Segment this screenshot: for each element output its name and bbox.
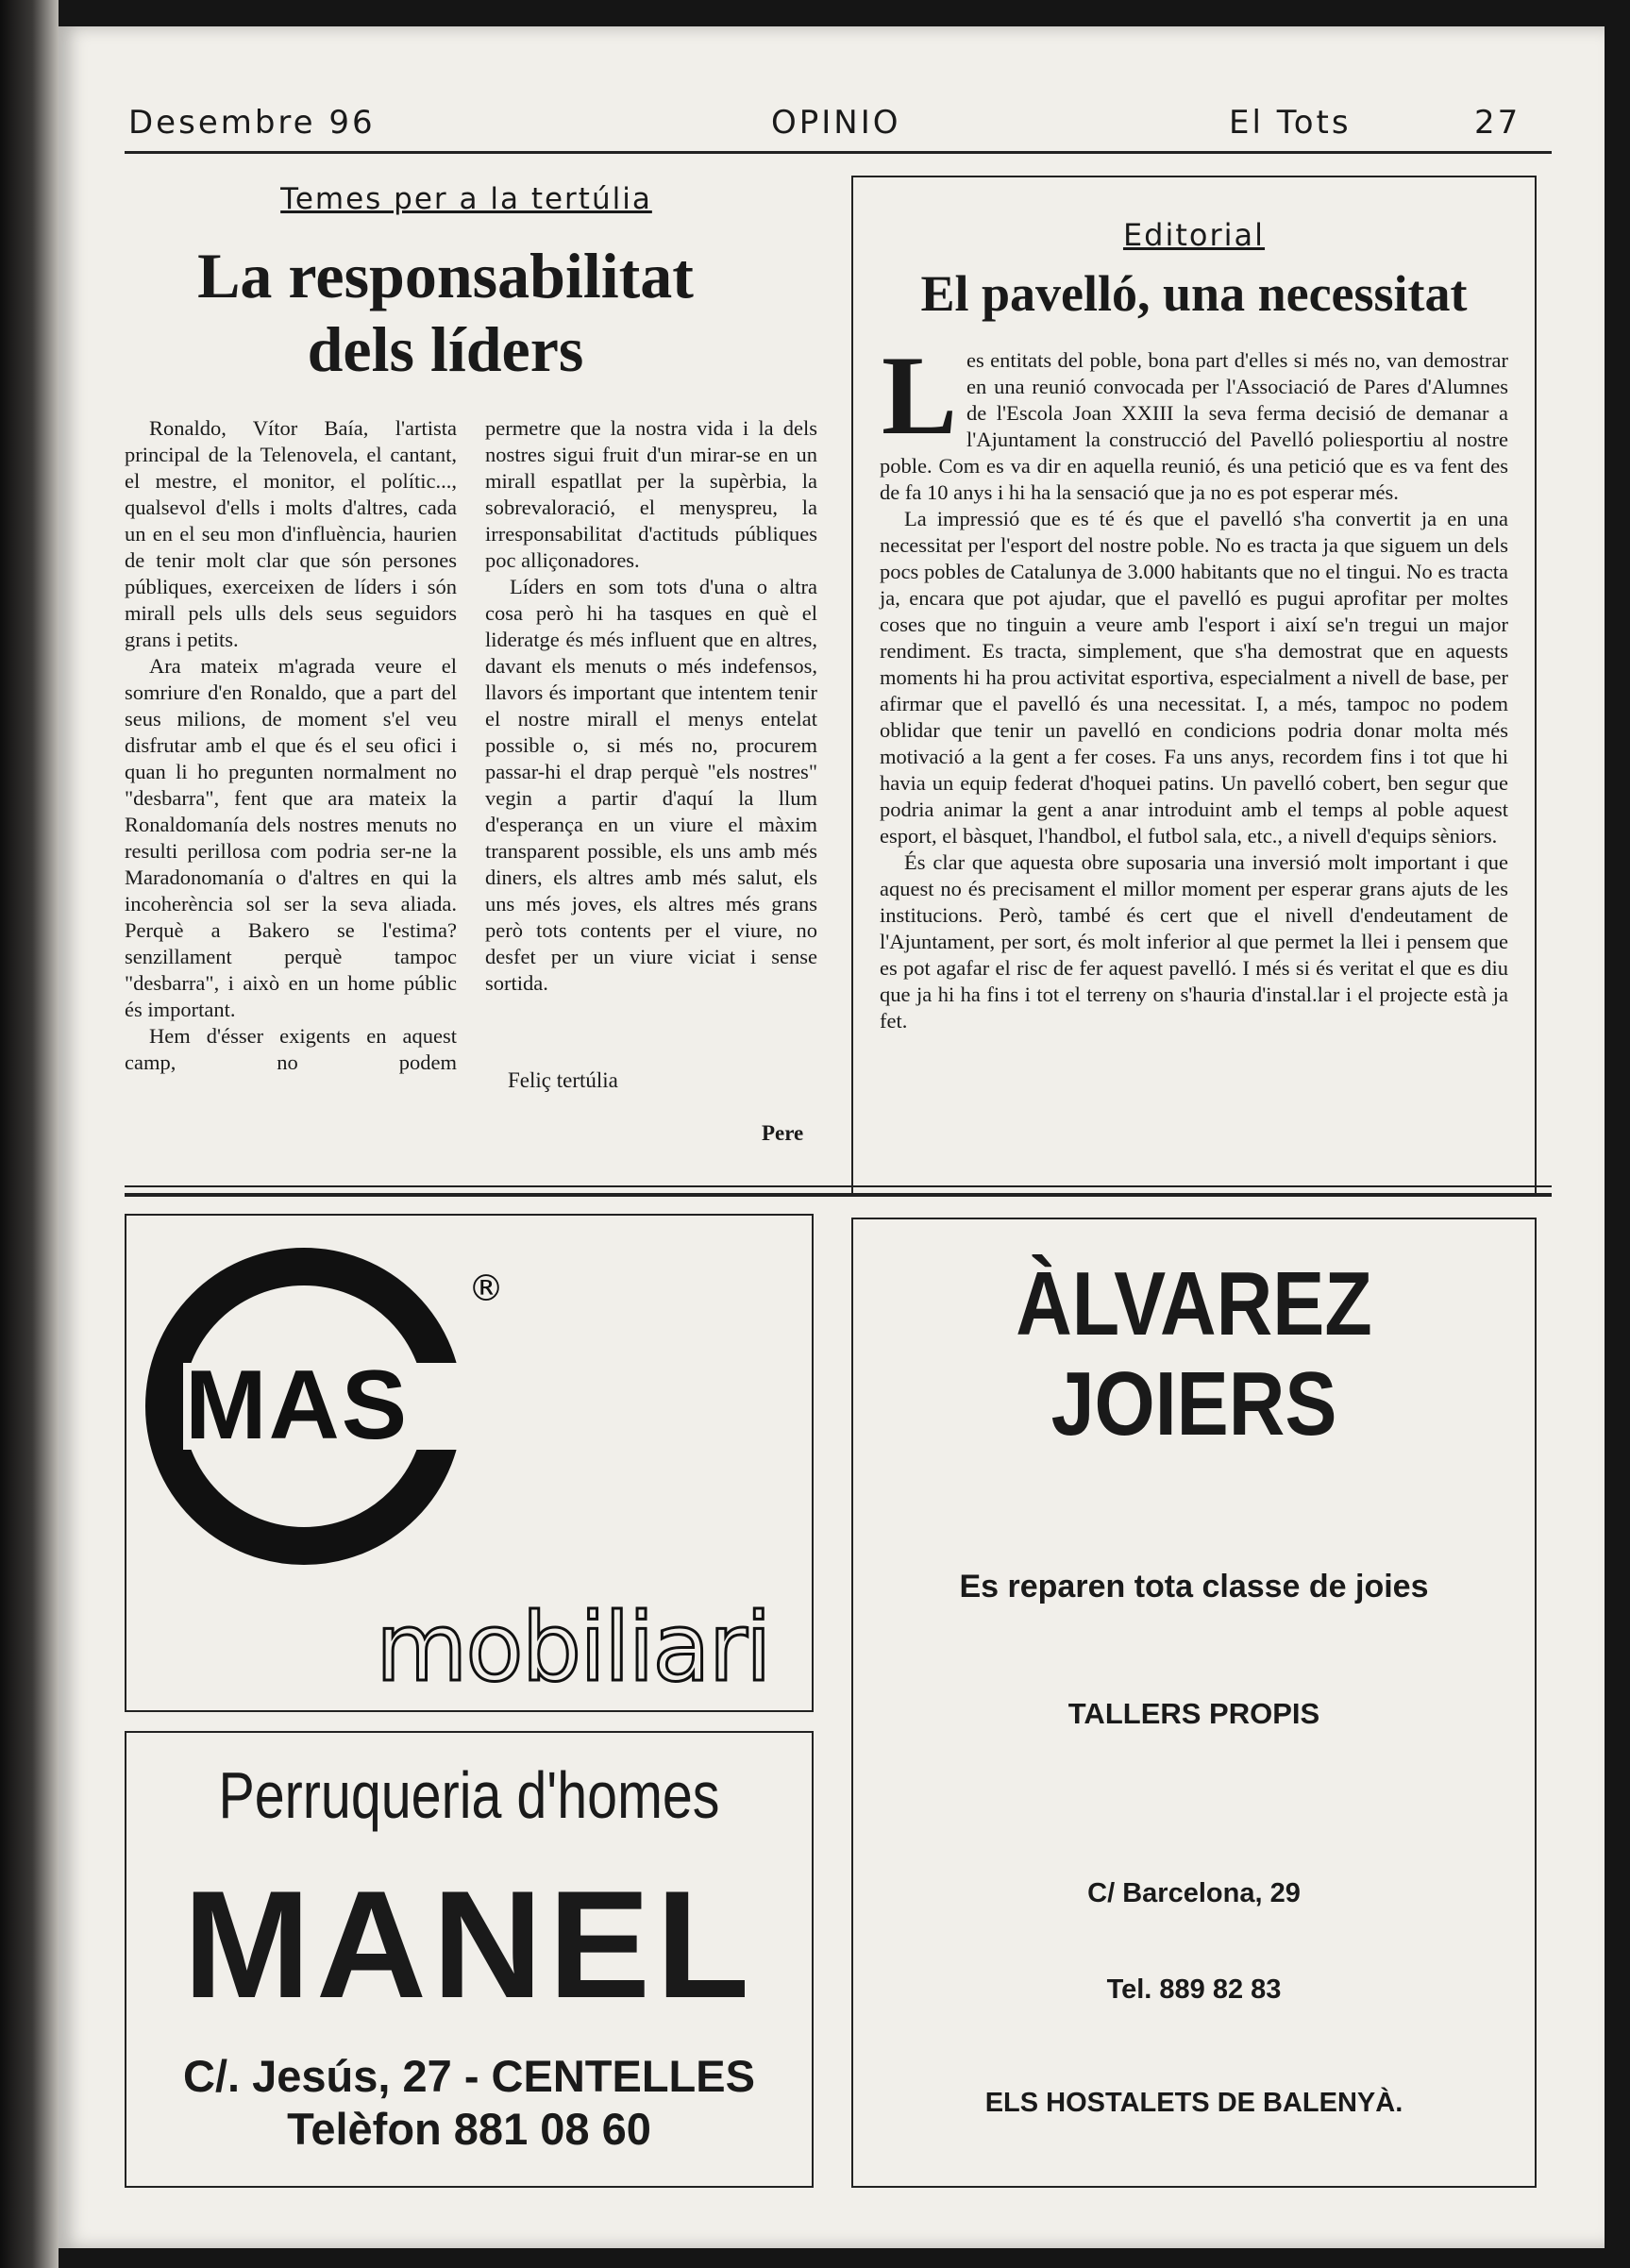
alvarez-line2: JOIERS	[1050, 1353, 1337, 1454]
alvarez-tagline: Es reparen tota classe de joies	[959, 1569, 1429, 1604]
header-date: Desembre 96	[128, 104, 376, 142]
editorial-paragraph: És clar que aquesta obre suposaria una inversió molt important i que aquest no és precisament el millor moment per esperar grans ajuts de les institucions. Però, també és cert que el nivell d'endeutament de l'Ajuntament, per sort, és molt inferior al que permet la llei i pensem que es pot agafar el risc de fer aquest pavelló. I més si és veritat el que es diu que ja hi ha fins i tot el terreny on s'hauria d'instal.lar i el projecte està ja fet.	[880, 850, 1508, 1033]
manel-phone: Telèfon 881 08 60	[287, 2104, 651, 2154]
header-page-number: 27	[1474, 104, 1521, 142]
article-column-2	[485, 415, 817, 997]
article-paragraph: Hem d'ésser exigents en aquest camp, no podem	[125, 1024, 457, 1074]
editorial-paragraph	[880, 332, 1508, 506]
mas-brand: MAS	[185, 1351, 410, 1460]
article-author: Pere	[762, 1121, 804, 1145]
mas-subtitle: mobiliari	[376, 1592, 770, 1703]
ad-perruqueria-manel	[125, 1731, 814, 2188]
editorial-kicker: Editorial	[1122, 217, 1266, 253]
article-kicker: Temes per a la tertúlia	[280, 182, 652, 216]
mas-logo	[126, 1216, 812, 1710]
book-gutter	[0, 0, 59, 2268]
mas-registered-mark: ®	[468, 1268, 504, 1309]
editorial-paragraph-text: es entitats del poble, bona part d'elles si més no, van demostrar en una reunió convocada per l'Associació de Pares d'Alumnes de l'Escola Joan XXIII la seva ferma decisió de demanar a l'Ajuntament la construcció del Pavelló poliesportiu al nostre poble. Com es va dir en aquella reunió, és una petició que es va fent des de fa 10 anys i hi ha la sensació que ja no es pot esperar més.	[880, 348, 1508, 504]
article-column-1	[125, 415, 457, 1076]
editorial-title: El pavelló, una necessitat	[920, 265, 1468, 322]
ad-mas-mobiliari	[125, 1214, 814, 1712]
article-paragraph: Ronaldo, Vítor Baía, l'artista principal de la Telenovela, el cantant, el mestre, el monitor, el polític..., qualsevol d'ells i molts d'altres, cada un en el seu mon d'influència, haurien de tenir molt clar que són persones públiques, exerceixen de líders i són mirall pels ulls dels seus seguidors grans i petits.	[125, 416, 457, 651]
article-paragraph: Líders en som tots d'una o altra cosa però hi ha tasques en què el lideratge és més influent que en altres, davant els menuts o més indefensos, llavors és important que intentem tenir el nostre mirall el menys entelat possible o, si més no, procurem passar-hi el drap perquè "els nostres" vegin a partir d'aquí la llum d'esperança en un viure el màxim transparent possible, els uns amb més diners, els altres amb més salut, els uns més joves, els altres més grans però tots contents per el viure, no desfet per un viure viciat i sense sortida.	[485, 575, 817, 995]
section-rule	[125, 1185, 1552, 1187]
header-rule	[125, 151, 1552, 154]
alvarez-address: C/ Barcelona, 29	[1087, 1878, 1301, 1908]
alvarez-line1: ÀLVAREZ	[1016, 1253, 1372, 1354]
header-publication: El Tots	[1229, 104, 1352, 142]
article-paragraph: permetre que la nostra vida i la dels nostres sigui fruit d'un mirar-se en un mirall espatllat per la supèrbia, la sobrevaloració, el menyspreu, la irresponsabilitat d'actituds públiques poc alliçonadores.	[485, 416, 817, 572]
alvarez-workshops: TALLERS PROPIS	[1067, 1697, 1320, 1730]
article-headline: La responsabilitat dels líders	[197, 240, 694, 385]
manel-title: Perruqueria d'homes	[218, 1758, 720, 1832]
article-signature: Feliç tertúlia	[508, 1068, 618, 1092]
manel-address: C/. Jesús, 27 - CENTELLES	[183, 2051, 755, 2101]
ad-alvarez-joiers	[851, 1218, 1537, 2188]
editorial-drop-cap: L	[882, 332, 958, 458]
editorial-box	[851, 176, 1537, 1195]
section-rule	[125, 1193, 1552, 1197]
editorial-body	[880, 332, 1508, 1034]
manel-name: MANEL	[183, 1859, 755, 2030]
header-section: OPINIO	[771, 104, 901, 142]
alvarez-town: ELS HOSTALETS DE BALENYÀ.	[984, 2088, 1403, 2118]
article-paragraph: Ara mateix m'agrada veure el somriure d'en Ronaldo, que a part del seus milions, de moment s'el veu disfrutar amb el que és el seu ofici i quan li ho pregunten normalment no "desbarra", fent que ara mateix la Ronaldomanía dels nostres menuts no resulti perillosa com podria ser-ne la Maradonomanía o d'altres en qui la incoherència sol ser la seva aliada. Perquè a Bakero se l'estima? senzillament perquè tampoc "desbarra", i això en un home públic és important.	[125, 654, 457, 1021]
alvarez-phone: Tel. 889 82 83	[1106, 1974, 1282, 2005]
editorial-paragraph: La impressió que es té és que el pavelló s'ha convertit ja en una necessitat per l'esport del nostre poble. No es tracta ja que siguem un dels pocs pobles de Catalunya de 3.000 habitants que no el tingui. No es tracta ja, encara que pot ajudar, que el pavelló es pugui aprofitar per moltes coses que no tinguin a veure amb l'esport i així se'n tregui un major rendiment. Es tracta, simplement, que s'ha demostrat que en aquests moments hi ha prou activitat esportiva, especialment a nivell de base, per afirmar que el pavelló és una necessitat. I, a més, tampoc no podem oblidar que tenir un pavelló en condicions podria donar molta més motivació a la gent a fer coses. Fa uns anys, recordem fins i tot que hi havia un equip federat d'hoquei patins. Un pavelló cobert, ben segur que podria animar la gent a anar introduint amb el temps al poble aquest esport, el bàsquet, l'handbol, el futbol sala, etc., a nivell d'equips sèniors.	[880, 507, 1508, 848]
magazine-page	[59, 26, 1605, 2248]
